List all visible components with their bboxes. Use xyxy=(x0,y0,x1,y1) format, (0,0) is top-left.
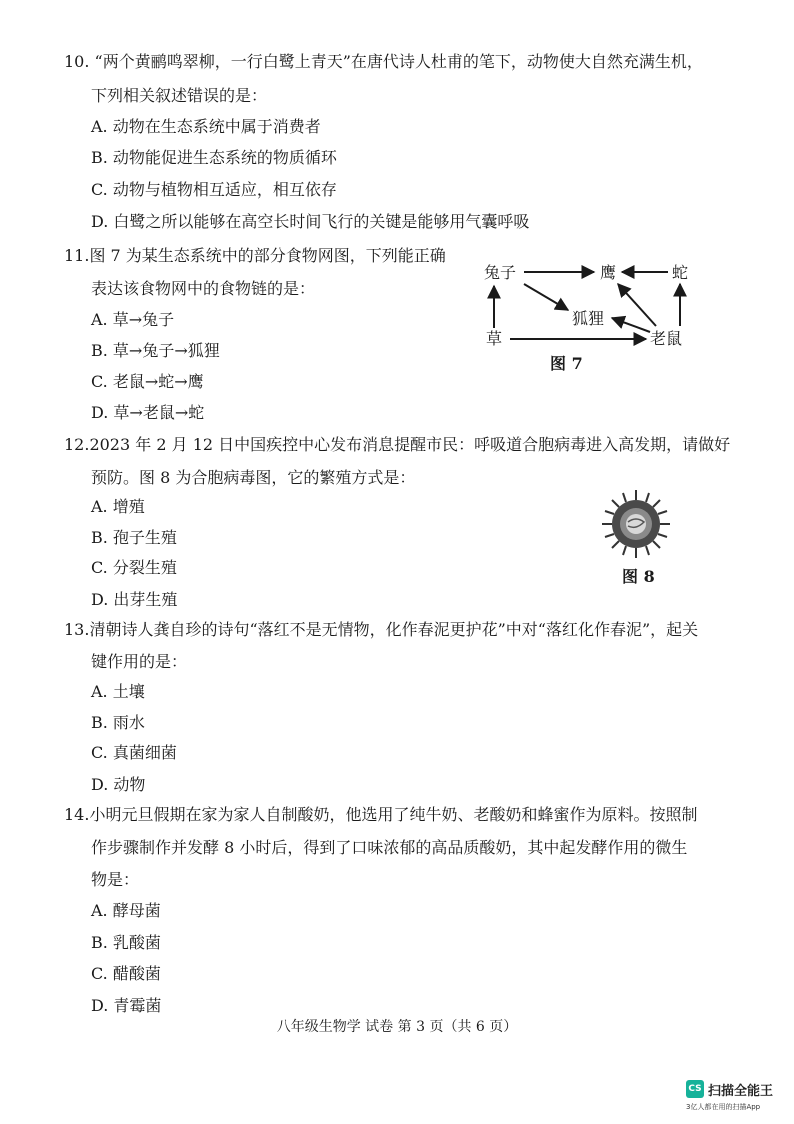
q14-option-d: D. 青霉菌 xyxy=(91,996,162,1015)
node-fox: 狐狸 xyxy=(572,309,605,328)
node-mouse: 老鼠 xyxy=(650,329,683,348)
node-grass: 草 xyxy=(486,329,503,348)
q12-option-b: B. 孢子生殖 xyxy=(91,528,177,547)
q14-option-a: A. 酵母菌 xyxy=(91,901,161,920)
q12-stem-line1: 12.2023 年 2 月 12 日中国疾控中心发布消息提醒市民：呼吸道合胞病毒进入高发期，请做好 xyxy=(64,435,731,454)
arrow-rabbit-fox xyxy=(524,284,568,310)
q11-option-d: D. 草→老鼠→蛇 xyxy=(91,403,205,422)
q14-stem-line2: 作步骤制作并发酵 8 小时后，得到了口味浓郁的高品质酸奶，其中起发酵作用的微生 xyxy=(91,838,688,857)
virus-illustration xyxy=(600,488,672,560)
q11-option-b: B. 草→兔子→狐狸 xyxy=(91,341,220,360)
food-web-diagram xyxy=(472,250,712,350)
scanner-tagline: 3亿人都在用的扫描App xyxy=(686,1103,761,1111)
page-footer: 八年级生物学 试卷 第 3 页（共 6 页） xyxy=(276,1019,518,1035)
q12-option-d: D. 出芽生殖 xyxy=(91,590,178,609)
q10-option-b: B. 动物能促进生态系统的物质循环 xyxy=(91,148,337,167)
q10-option-d: D. 白鹭之所以能够在高空长时间飞行的关键是能够用气囊呼吸 xyxy=(91,212,530,231)
q13-option-c: C. 真菌细菌 xyxy=(91,743,177,762)
q10-stem-line2: 下列相关叙述错误的是： xyxy=(91,86,268,105)
q13-stem-line1: 13.清朝诗人龚自珍的诗句“落红不是无情物，化作春泥更护花”中对“落红化作春泥”，起关 xyxy=(64,620,699,639)
node-eagle: 鹰 xyxy=(600,263,617,282)
q14-stem-line3: 物是： xyxy=(91,870,140,889)
node-snake: 蛇 xyxy=(672,263,689,282)
q12-option-c: C. 分裂生殖 xyxy=(91,558,177,577)
figure8-caption: 图 8 xyxy=(622,567,655,586)
q13-option-b: B. 雨水 xyxy=(91,713,145,732)
q11-stem-line1: 11.图 7 为某生态系统中的部分食物网图，下列能正确 xyxy=(64,246,446,265)
q11-stem-line2: 表达该食物网中的食物链的是： xyxy=(91,279,316,298)
figure7-caption: 图 7 xyxy=(550,354,583,373)
arrow-mouse-eagle xyxy=(618,284,656,326)
q10-stem-line1: 10. “两个黄鹂鸣翠柳，一行白鹭上青天”在唐代诗人杜甫的笔下，动物使大自然充满生机， xyxy=(64,52,703,71)
q14-option-b: B. 乳酸菌 xyxy=(91,933,161,952)
scanner-app-name: 扫描全能王 xyxy=(708,1084,774,1099)
q14-stem-line1: 14.小明元旦假期在家为家人自制酸奶，他选用了纯牛奶、老酸奶和蜂蜜作为原料。按照制 xyxy=(64,805,698,824)
q11-option-a: A. 草→兔子 xyxy=(91,310,175,329)
q13-stem-line2: 键作用的是： xyxy=(91,652,188,671)
q13-option-d: D. 动物 xyxy=(91,775,146,794)
q10-option-a: A. 动物在生态系统中属于消费者 xyxy=(91,117,321,136)
arrow-mouse-fox xyxy=(612,318,650,332)
q10-option-c: C. 动物与植物相互适应，相互依存 xyxy=(91,180,337,199)
node-rabbit: 兔子 xyxy=(484,263,517,282)
q12-option-a: A. 增殖 xyxy=(91,497,145,516)
q12-stem-line2: 预防。图 8 为合胞病毒图，它的繁殖方式是： xyxy=(91,468,416,487)
q13-option-a: A. 土壤 xyxy=(91,682,145,701)
scanner-logo-icon: CS xyxy=(686,1080,704,1098)
q14-option-c: C. 醋酸菌 xyxy=(91,964,161,983)
q11-option-c: C. 老鼠→蛇→鹰 xyxy=(91,372,204,391)
